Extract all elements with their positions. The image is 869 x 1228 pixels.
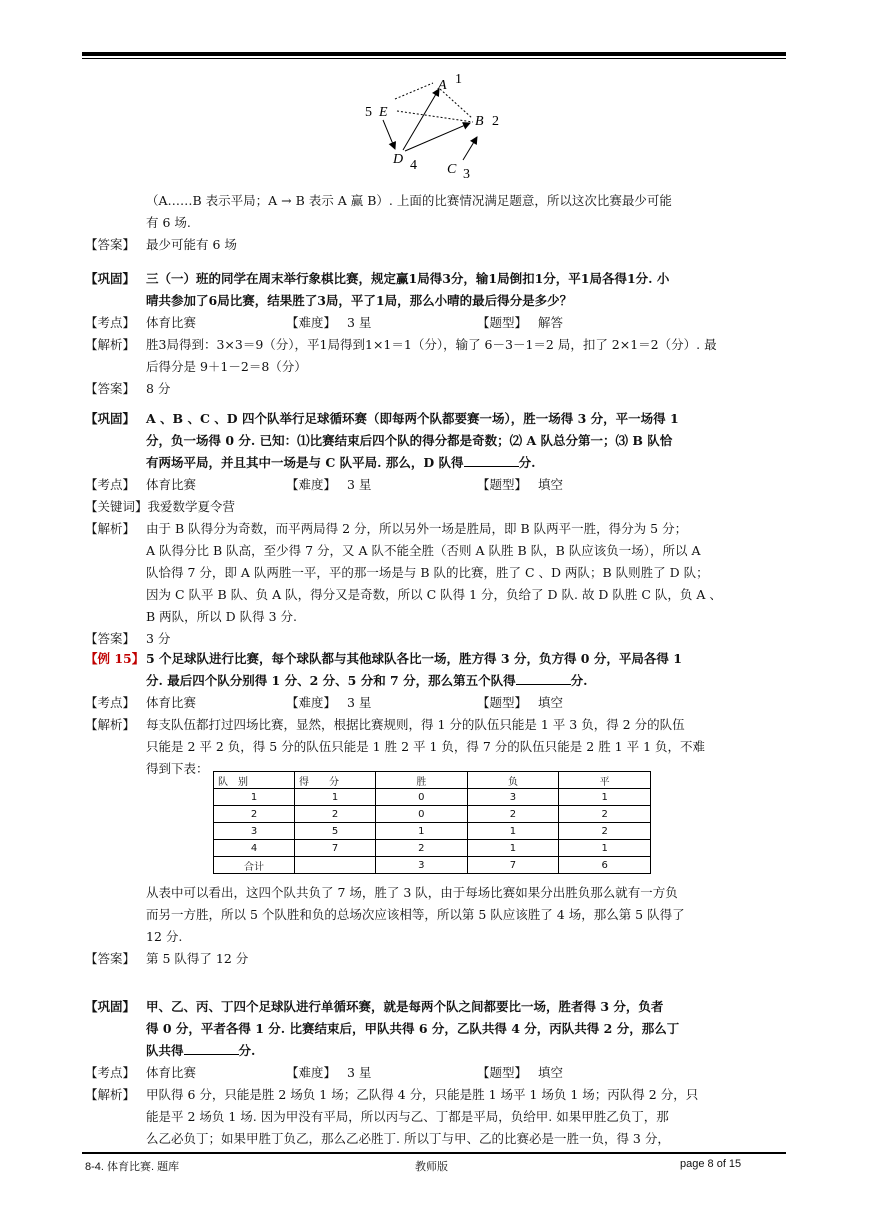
- label-a: A: [438, 78, 447, 93]
- jiexi-text: 么乙必负丁；如果甲胜丁负乙，那么乙必胜丁. 所以丁与甲、乙的比赛必是一胜一负，得 3 分，: [146, 1131, 670, 1146]
- table-row: [214, 840, 651, 857]
- table-cell: 2: [214, 806, 295, 823]
- meta-row: [85, 1062, 790, 1084]
- nandu-value: 3 星: [347, 1065, 372, 1080]
- tixing-tag: 【题型】: [477, 477, 528, 492]
- nandu-value: 3 星: [347, 315, 372, 330]
- kaodian-tag: 【考点】: [85, 1065, 136, 1080]
- nandu-tag: 【难度】: [286, 315, 337, 330]
- jiexi-text: 胜3局得到：3×3＝9（分），平1局得到1×1＝1（分），输了 6－3－1＝2 局，扣了 2×1＝2（分）. 最: [146, 337, 717, 352]
- meta-row: [85, 312, 790, 334]
- label-1: 1: [455, 72, 462, 87]
- draw-line-e-b: [397, 111, 473, 122]
- jiexi-text: 12 分.: [146, 929, 183, 944]
- footer-rule: [82, 1152, 786, 1154]
- answer-text: 8 分: [146, 381, 171, 396]
- jiexi-text: 能是平 2 场负 1 场. 因为甲没有平局，所以丙与乙、丁都是平局，负给甲. 如果甲胜乙负丁，那: [146, 1109, 669, 1124]
- meta-row: [85, 692, 790, 714]
- example-block-15-cont: [85, 882, 790, 970]
- footer-left: 8-4. 体育比赛. 题库: [85, 1161, 180, 1173]
- table-cell: 6: [559, 857, 651, 874]
- answer-tag: 【答案】: [85, 237, 136, 252]
- question-text-part: 分.: [238, 1043, 256, 1058]
- table-cell: 1: [467, 840, 559, 857]
- table-cell: 2: [467, 806, 559, 823]
- win-arrow-e-d: [383, 120, 395, 149]
- tixing-value: 填空: [538, 695, 564, 710]
- table-header-row: [214, 772, 651, 789]
- table-cell: 3: [214, 823, 295, 840]
- answer-text: 最少可能有 6 场: [146, 237, 237, 252]
- jiexi-text: 只能是 2 平 2 负，得 5 分的队伍只能是 1 胜 2 平 1 负，得 7 分的队伍只能是 2 胜 1 平 1 负，不难: [146, 739, 705, 754]
- question-text: [85, 452, 790, 474]
- question-text: 甲、乙、丙、丁四个足球队进行单循环赛，就是每两个队之间都要比一场，胜者得 3 分，负者: [146, 999, 664, 1014]
- answer-tag: 【答案】: [85, 381, 136, 396]
- jiexi-text: 后得分是 9＋1－2＝8（分）: [146, 359, 307, 374]
- header-rule-thick: [82, 52, 786, 56]
- tixing-tag: 【题型】: [477, 1065, 528, 1080]
- table-header-cell: 胜: [376, 772, 468, 789]
- note-block: [85, 190, 790, 256]
- question-text: [85, 670, 790, 692]
- footer-page-number: page 8 of 15: [680, 1158, 742, 1170]
- tixing-value: 填空: [538, 477, 564, 492]
- question-block-3: [85, 996, 790, 1150]
- label-2: 2: [492, 114, 499, 129]
- kaodian-value: 体育比赛: [146, 695, 197, 710]
- footer-center: 教师版: [415, 1161, 448, 1173]
- label-c: C: [447, 162, 457, 177]
- label-4: 4: [410, 158, 417, 173]
- jiexi-text: 得到下表：: [146, 761, 209, 776]
- table-cell: 1: [559, 840, 651, 857]
- nandu-value: 3 星: [347, 695, 372, 710]
- answer-tag: 【答案】: [85, 951, 136, 966]
- table-cell: 1: [376, 823, 468, 840]
- label-e: E: [379, 105, 388, 120]
- table-cell: [295, 857, 376, 874]
- jiexi-text: 因为 C 队平 B 队、负 A 队，得分又是奇数，所以 C 队得 1 分，负给了 D 队. 故 D 队胜 C 队，负 A 、: [146, 587, 722, 602]
- table-cell: 合计: [214, 857, 295, 874]
- question-text-part: 分. 最后四个队分别得 1 分、2 分、5 分和 7 分，那么第五个队得: [146, 673, 516, 688]
- answer-blank: [184, 1040, 239, 1055]
- jiexi-text: 甲队得 6 分，只能是胜 2 场负 1 场；乙队得 4 分，只能是胜 1 场平 1 场负 1 场；丙队得 2 分，只: [146, 1087, 699, 1102]
- table-cell: 0: [376, 806, 468, 823]
- table-cell: 7: [467, 857, 559, 874]
- jiexi-tag: 【解析】: [85, 521, 136, 536]
- jiexi-tag: 【解析】: [85, 717, 136, 732]
- jiexi-text: A 队得分比 B 队高，至少得 7 分，又 A 队不能全胜（否则 A 队胜 B 队，B 队应该负一场），所以 A: [146, 543, 701, 558]
- table-row: [214, 823, 651, 840]
- nandu-tag: 【难度】: [286, 695, 337, 710]
- table-cell: 5: [295, 823, 376, 840]
- jiexi-text: B 两队，所以 D 队得 3 分.: [146, 609, 298, 624]
- gonggu-tag: 【巩固】: [85, 271, 136, 286]
- label-b: B: [475, 114, 484, 129]
- win-arrow-d-b: [405, 123, 470, 151]
- table-cell: 2: [376, 840, 468, 857]
- jiexi-text: 队恰得 7 分，即 A 队两胜一平，平的那一场是与 B 队的比赛，胜了 C 、D 两队；B 队则胜了 D 队；: [146, 565, 709, 580]
- table-cell: 2: [559, 823, 651, 840]
- table-cell: 1: [467, 823, 559, 840]
- table-cell: 1: [295, 789, 376, 806]
- kaodian-tag: 【考点】: [85, 695, 136, 710]
- table-row: [214, 789, 651, 806]
- nandu-tag: 【难度】: [286, 1065, 337, 1080]
- gonggu-tag: 【巩固】: [85, 411, 136, 426]
- meta-row: [85, 474, 790, 496]
- table-cell: 2: [559, 806, 651, 823]
- table-header-cell: 平: [559, 772, 651, 789]
- jiexi-text: 从表中可以看出，这四个队共负了 7 场，胜了 3 队，由于每场比赛如果分出胜负那么就有一方负: [146, 885, 678, 900]
- table-cell: 2: [295, 806, 376, 823]
- kaodian-value: 体育比赛: [146, 477, 197, 492]
- label-5: 5: [365, 105, 372, 120]
- jiexi-text: 由于 B 队得分为奇数，而平两局得 2 分，所以另外一场是胜局，即 B 队两平一胜，得分为 5 分；: [146, 521, 688, 536]
- question-text-part: 分.: [570, 673, 588, 688]
- jiexi-text: 而另一方胜，所以 5 个队胜和负的总场次应该相等，所以第 5 队应该胜了 4 场，那么第 5 队得了: [146, 907, 685, 922]
- question-block-1: [85, 268, 790, 400]
- jiexi-text: 每支队伍都打过四场比赛，显然，根据比赛规则，得 1 分的队伍只能是 1 平 3 负，得 2 分的队伍: [146, 717, 685, 732]
- win-arrow-c-b: [463, 137, 477, 160]
- kaodian-value: 体育比赛: [146, 315, 197, 330]
- question-text: 得 0 分，平者各得 1 分. 比赛结束后，甲队共得 6 分，乙队共得 4 分，丙队共得 2 分，那么丁: [146, 1021, 680, 1036]
- answer-tag: 【答案】: [85, 631, 136, 646]
- answer-text: 3 分: [146, 631, 171, 646]
- match-diagram: [355, 65, 515, 185]
- draw-line-a-b: [440, 89, 472, 118]
- tixing-tag: 【题型】: [477, 695, 528, 710]
- kaodian-value: 体育比赛: [146, 1065, 197, 1080]
- answer-text: 第 5 队得了 12 分: [146, 951, 249, 966]
- result-table: [213, 771, 651, 874]
- table-cell: 3: [467, 789, 559, 806]
- label-3: 3: [463, 167, 470, 182]
- example-block-15: [85, 648, 790, 780]
- question-text-part: 分.: [518, 455, 536, 470]
- table-row: [214, 857, 651, 874]
- answer-blank: [516, 670, 571, 685]
- note-line: （A……B 表示平局；A → B 表示 A 赢 B）. 上面的比赛情况满足题意，所以这次比赛最少可能: [146, 193, 672, 208]
- nandu-value: 3 星: [347, 477, 372, 492]
- tixing-value: 填空: [538, 1065, 564, 1080]
- table-cell: 4: [214, 840, 295, 857]
- tixing-tag: 【题型】: [477, 315, 528, 330]
- kaodian-tag: 【考点】: [85, 477, 136, 492]
- keyword-text: 我爱数学夏令营: [147, 499, 236, 514]
- draw-line-e-a: [395, 83, 433, 99]
- table-cell: 1: [559, 789, 651, 806]
- tixing-value: 解答: [538, 315, 564, 330]
- label-d: D: [393, 152, 404, 167]
- question-text: 分，负一场得 0 分. 已知：⑴比赛结束后四个队的得分都是奇数；⑵ A 队总分第一；⑶ B 队恰: [146, 433, 673, 448]
- jiexi-tag: 【解析】: [85, 337, 136, 352]
- win-arrow-d-a: [403, 89, 439, 150]
- answer-blank: [464, 452, 519, 467]
- table-header-cell: 队 别: [214, 772, 295, 789]
- note-line: 有 6 场.: [146, 215, 191, 230]
- nandu-tag: 【难度】: [286, 477, 337, 492]
- keyword-tag: 【关键词】: [85, 499, 148, 514]
- table-cell: 7: [295, 840, 376, 857]
- header-rule-thin: [82, 58, 786, 59]
- question-text-part: 队共得: [146, 1043, 184, 1058]
- example-tag: 【例 15】: [85, 651, 145, 666]
- question-text: 晴共参加了6局比赛，结果胜了3局，平了1局，那么小晴的最后得分是多少？: [146, 293, 573, 308]
- question-text: A 、B 、C 、D 四个队举行足球循环赛（即每两个队都要赛一场），胜一场得 3 分，平一场得 1: [146, 411, 679, 426]
- table-cell: 0: [376, 789, 468, 806]
- table-row: [214, 806, 651, 823]
- kaodian-tag: 【考点】: [85, 315, 136, 330]
- question-text: 5 个足球队进行比赛，每个球队都与其他球队各比一场，胜方得 3 分，负方得 0 分，平局各得 1: [146, 651, 682, 666]
- question-text: 三（一）班的同学在周末举行象棋比赛，规定赢1局得3分，输1局倒扣1分，平1局各得1分. 小: [146, 271, 670, 286]
- gonggu-tag: 【巩固】: [85, 999, 136, 1014]
- table-header-cell: 得 分: [295, 772, 376, 789]
- jiexi-tag: 【解析】: [85, 1087, 136, 1102]
- table-cell: 1: [214, 789, 295, 806]
- question-block-2: [85, 408, 790, 650]
- table-cell: 3: [376, 857, 468, 874]
- question-text-part: 有两场平局，并且其中一场是与 C 队平局. 那么，D 队得: [146, 455, 464, 470]
- table-header-cell: 负: [467, 772, 559, 789]
- question-text: [85, 1040, 790, 1062]
